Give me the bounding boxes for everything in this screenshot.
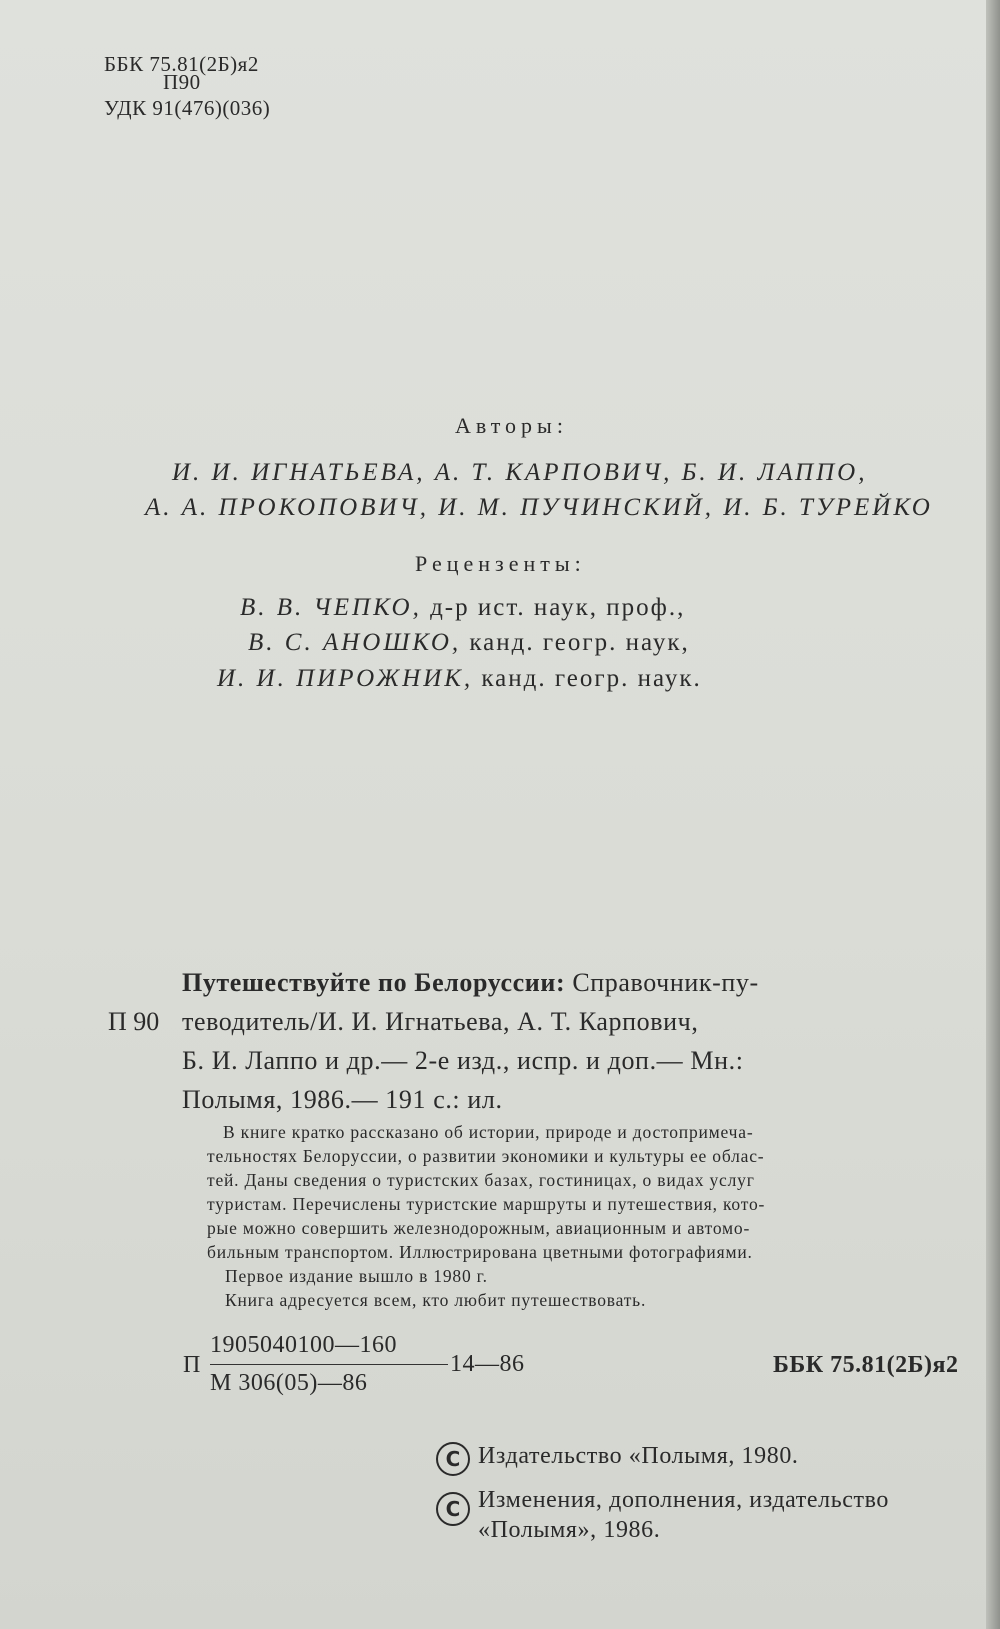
reviewers-heading: Рецензенты: [415,551,586,576]
book-spine-edge [986,0,1000,1629]
fraction-bar [210,1364,448,1365]
udk-code: УДК 91(476)(036) [104,96,271,120]
annotation-line: тельностях Белоруссии, о развитии экономики и культуры ее облас- [207,1146,765,1166]
reviewer-degree: д-р ист. наук, проф., [430,594,686,621]
record-title-rest: Справочник-пу- [572,968,759,997]
annotation-line: рые можно совершить железнодорожным, авиационным и автомо- [207,1218,751,1238]
reviewer-degree: канд. геогр. наук. [481,665,702,692]
record-line [182,968,759,998]
record-line: Б. И. Лаппо и др.— 2-е изд., испр. и доп.— Мн.: [182,1046,744,1075]
record-line: теводитель/И. И. Игнатьева, А. Т. Карпович, [182,1007,699,1036]
copyright-line: Издательство «Полымя, 1980. [478,1443,799,1469]
authors-line: И. И. ИГНАТЬЕВА, А. Т. КАРПОВИЧ, Б. И. ЛАППО, [172,459,868,486]
annotation-line: бильным транспортом. Иллюстрирована цветными фотографиями. [207,1242,753,1262]
copyright-line: «Полымя», 1986. [478,1517,661,1543]
copyright-icon: C [436,1442,470,1476]
reviewer-name: И. И. ПИРОЖНИК, [217,665,474,692]
reviewer-entry [248,629,690,657]
annotation-line: Книга адресуется всем, кто любит путешествовать. [225,1290,647,1310]
authors-line: А. А. ПРОКОПОВИЧ, И. М. ПУЧИНСКИЙ, И. Б. ТУРЕЙКО [145,494,933,521]
annotation-line: тей. Даны сведения о туристских базах, гостиницах, о видах услуг [207,1170,755,1190]
record-line: Полымя, 1986.— 191 с.: ил. [182,1085,503,1114]
index-numerator: 1905040100—160 [210,1332,397,1358]
record-side-code: П 90 [108,1007,160,1036]
annotation-line: Первое издание вышло в 1980 г. [225,1266,488,1286]
index-suffix: 14—86 [450,1351,525,1377]
reviewer-name: В. С. АНОШКО, [248,629,462,656]
index-denominator: М 306(05)—86 [210,1370,368,1396]
annotation-line: туристам. Перечислены туристские маршруты и путешествия, кото- [207,1194,766,1214]
record-title: Путешествуйте по Белоруссии: [182,968,566,997]
reviewer-entry [240,594,685,622]
annotation-line: В книге кратко рассказано об истории, природе и достопримеча- [223,1122,754,1142]
reviewer-name: В. В. ЧЕПКО, [240,594,422,621]
index-bbk: ББК 75.81(2Б)я2 [773,1352,959,1378]
copyright-icon: C [436,1492,470,1526]
author-code: П90 [163,70,201,94]
reviewer-entry [217,665,702,693]
bbk-code: ББК 75.81(2Б)я2 [104,52,259,76]
reviewer-degree: канд. геогр. наук, [469,629,690,656]
authors-heading: Авторы: [455,413,568,438]
index-prefix: П [183,1352,201,1378]
copyright-line: Изменения, дополнения, издательство [478,1487,889,1513]
